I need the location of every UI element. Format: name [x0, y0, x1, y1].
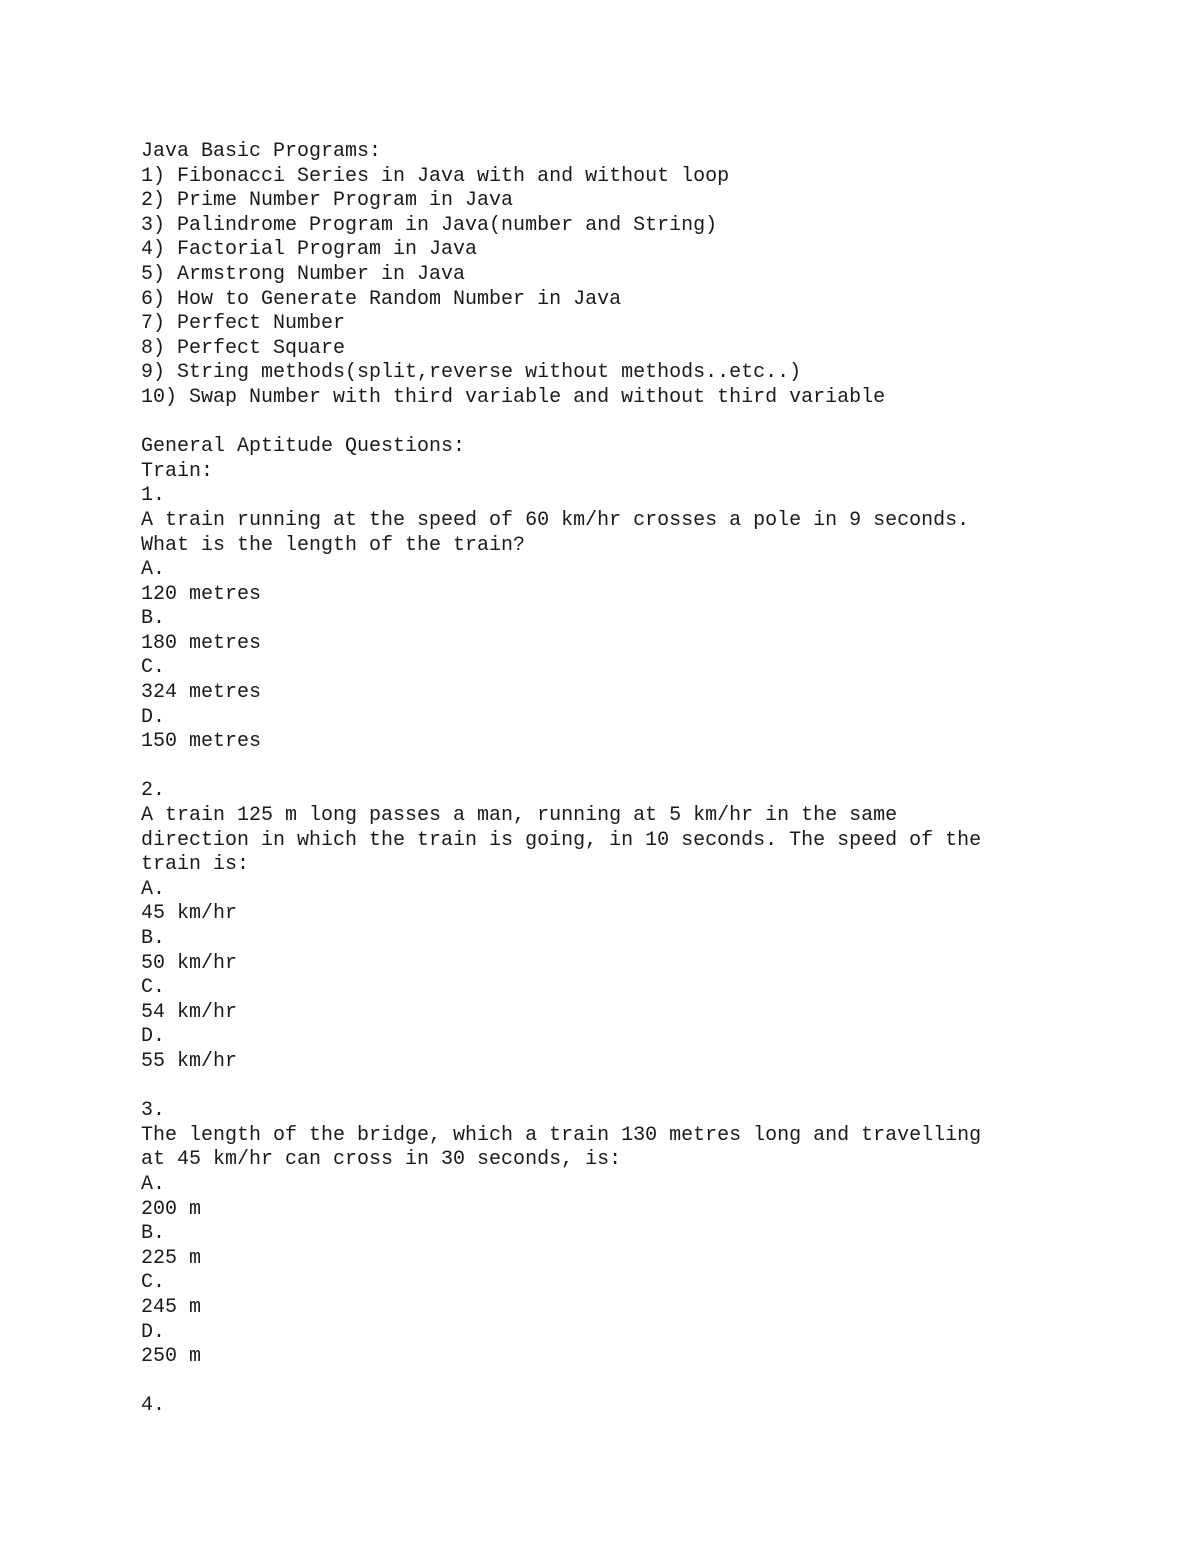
option-value: 180 metres [141, 631, 262, 655]
list-item: 7) Perfect Number [141, 312, 346, 336]
java-programs-section [141, 140, 1141, 411]
spacer [141, 1075, 1141, 1100]
question-text: A train running at the speed of 60 km/hr crosses a pole in 9 seconds. [141, 508, 970, 532]
option-label: A. [141, 1172, 166, 1196]
question-text: A train 125 m long passes a man, running at 5 km/hr in the same [141, 804, 898, 828]
option-value: 45 km/hr [141, 902, 238, 926]
spacer [141, 755, 1141, 780]
option-value: 50 km/hr [141, 951, 238, 975]
option-value: 245 m [141, 1295, 202, 1319]
option-value: 200 m [141, 1197, 202, 1221]
option-label: D. [141, 1320, 166, 1344]
java-section-heading: Java Basic Programs: [141, 140, 382, 163]
question-4 [141, 1394, 1141, 1419]
option-value: 120 metres [141, 582, 262, 606]
question-number: 1. [141, 484, 166, 508]
list-item: 5) Armstrong Number in Java [141, 262, 466, 286]
option-value: 225 m [141, 1246, 202, 1270]
option-label: B. [141, 1222, 166, 1246]
option-value: 54 km/hr [141, 1000, 238, 1024]
question-text: at 45 km/hr can cross in 30 seconds, is: [141, 1148, 622, 1172]
list-item: 9) String methods(split,reverse without methods..etc..) [141, 361, 802, 385]
option-label: B. [141, 927, 166, 950]
question-number: 3. [141, 1099, 166, 1123]
question-1 [141, 484, 1141, 755]
option-value: 55 km/hr [141, 1049, 238, 1073]
list-item: 10) Swap Number with third variable and without third variable [141, 385, 886, 409]
option-label: A. [141, 558, 166, 582]
list-item: 1) Fibonacci Series in Java with and without loop [141, 164, 730, 188]
option-label: C. [141, 976, 166, 1000]
option-value: 150 metres [141, 730, 262, 754]
option-label: C. [141, 1271, 166, 1295]
question-2 [141, 779, 1141, 1074]
option-label: B. [141, 607, 166, 631]
question-3 [141, 1099, 1141, 1370]
option-label: C. [141, 656, 166, 680]
question-text: The length of the bridge, which a train 130 metres long and travelling [141, 1123, 982, 1147]
question-number: 2. [141, 779, 166, 803]
spacer [141, 411, 1141, 436]
document-page [141, 140, 1141, 1419]
question-number: 4. [141, 1394, 166, 1418]
list-item: 4) Factorial Program in Java [141, 238, 478, 262]
aptitude-section-heading: General Aptitude Questions: [141, 435, 466, 459]
list-item: 8) Perfect Square [141, 336, 346, 360]
question-text: direction in which the train is going, in 10 seconds. The speed of the [141, 828, 982, 852]
option-label: D. [141, 1025, 166, 1049]
option-value: 250 m [141, 1345, 202, 1369]
option-value: 324 metres [141, 681, 262, 705]
topic-heading: Train: [141, 459, 214, 483]
option-label: A. [141, 877, 166, 901]
aptitude-section [141, 435, 1141, 1419]
list-item: 3) Palindrome Program in Java(number and String) [141, 213, 718, 237]
list-item: 6) How to Generate Random Number in Java [141, 287, 622, 311]
list-item: 2) Prime Number Program in Java [141, 189, 514, 213]
question-text: train is: [141, 853, 250, 877]
option-label: D. [141, 705, 166, 729]
question-text: What is the length of the train? [141, 533, 526, 557]
spacer [141, 1370, 1141, 1395]
